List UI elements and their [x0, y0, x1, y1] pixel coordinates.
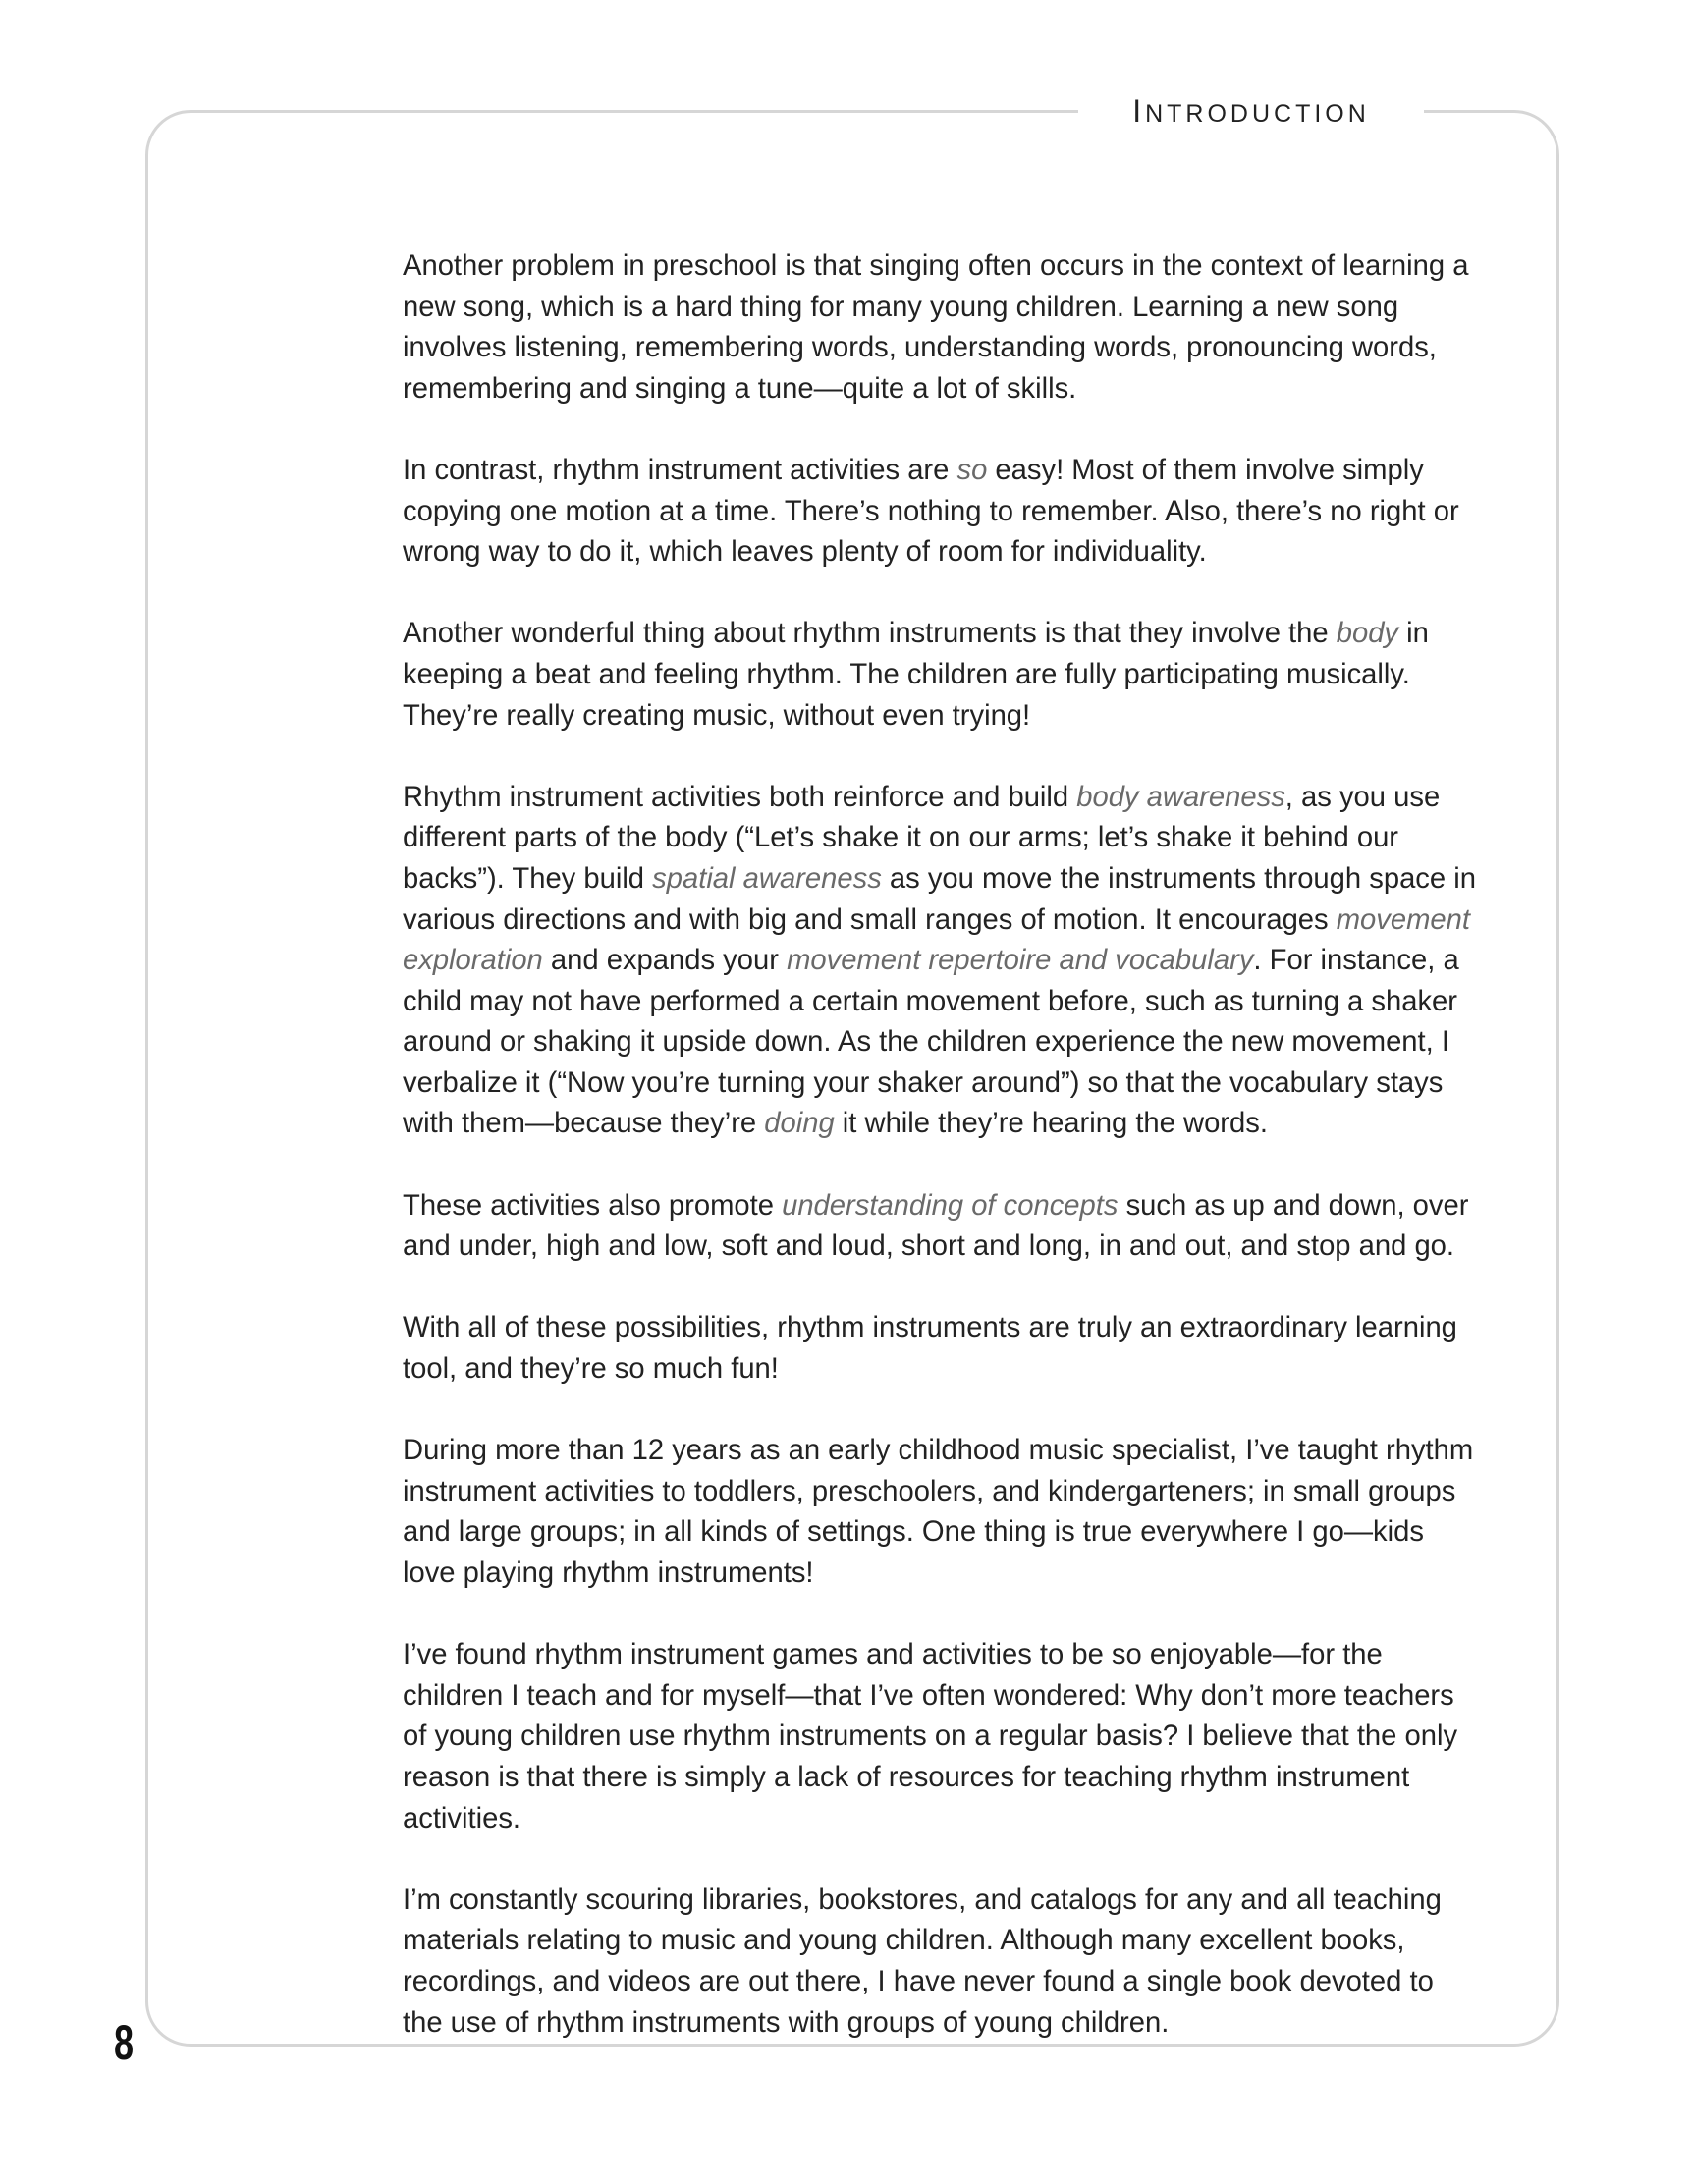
paragraph-text: I’ve found rhythm instrument games and activities to be so enjoyable—for the children I teach and for myself—that I’ve often wondered: Why don’t more teachers of young children use rhythm instruments on a regular basis? I believe that the only reason is that there is simply a lack of resources for teaching rhythm instrument activities. [403, 1639, 1458, 1834]
paragraph-text: as you move the instruments through space in various directions and with big and small ranges of motion. It encourages [403, 862, 1476, 936]
paragraph-text: With all of these possibilities, rhythm instruments are truly an extraordinary learning tool, and they’re so much fun! [403, 1312, 1457, 1386]
paragraph [403, 1881, 1481, 2044]
paragraph-text: . For instance, a child may not have performed a certain movement before, such as turning a shaker around or shaking it upside down. As the children experience the new movement, I verbalize it (“Now you’re turning your shaker around”) so that the vocabulary stays with them—because they’re [403, 945, 1459, 1140]
paragraph [403, 1308, 1481, 1390]
paragraph-text: In contrast, rhythm instrument activities are [403, 454, 957, 486]
emphasis-text: spatial awareness [652, 862, 882, 895]
paragraph-text: easy! Most of them involve simply copying one motion at a time. There’s nothing to remember. Also, there’s no right or wrong way to do it, which leaves plenty of room for individuality. [403, 454, 1459, 569]
running-header [1086, 93, 1416, 129]
emphasis-text: so [956, 454, 988, 486]
running-header-initial: I [1132, 93, 1146, 129]
paragraph [403, 1186, 1481, 1268]
paragraph [403, 614, 1481, 737]
paragraph-text: , as you use different parts of the body (“Let’s shake it on our arms; let’s shake it behind our backs”). They build [403, 781, 1441, 895]
emphasis-text: movement exploration [403, 903, 1470, 977]
paragraph [403, 1635, 1481, 1839]
paragraph-text: Another problem in preschool is that singing often occurs in the context of learning a new song, which is a hard thing for many young children. Learning a new song involves listening, remembering words, understanding words, pronouncing words, remembering and singing a tune—quite a lot of skills. [403, 250, 1469, 405]
emphasis-text: doing [764, 1108, 835, 1140]
body-text [403, 246, 1481, 2085]
page-number: 8 [114, 2015, 135, 2070]
emphasis-text: movement repertoire and vocabulary [787, 945, 1254, 977]
paragraph-text: Rhythm instrument activities both reinforce and build [403, 781, 1077, 813]
paragraph-text: During more than 12 years as an early childhood music specialist, I’ve taught rhythm instrument activities to toddlers, preschoolers, and kindergarteners; in small groups and large groups; in all kinds of settings. One thing is true everywhere I go—kids love playing rhythm instruments! [403, 1435, 1474, 1589]
paragraph-text: it while they’re hearing the words. [834, 1108, 1268, 1140]
running-header-rest: NTRODUCTION [1145, 100, 1370, 128]
emphasis-text: understanding of concepts [782, 1189, 1119, 1222]
paragraph-text: I’m constantly scouring libraries, bookstores, and catalogs for any and all teaching materials relating to music and young children. Although many excellent books, recordings, and videos are out there, I have never found a single book devoted to the use of rhythm instruments with groups of young children. [403, 1884, 1442, 2039]
paragraph-text: Another wonderful thing about rhythm instruments is that they involve the [403, 618, 1337, 650]
paragraph-text: in keeping a beat and feeling rhythm. The children are fully participating musically. They’re really creating music, without even trying! [403, 618, 1429, 732]
paragraph-text: These activities also promote [403, 1189, 783, 1222]
paragraph [403, 778, 1481, 1145]
paragraph [403, 1431, 1481, 1594]
paragraph [403, 451, 1481, 573]
paragraph-text: such as up and down, over and under, high and low, soft and loud, short and long, in and out, and stop and go. [403, 1189, 1469, 1263]
paragraph [403, 246, 1481, 410]
emphasis-text: body awareness [1076, 781, 1285, 813]
paragraph-text: and expands your [542, 945, 788, 977]
emphasis-text: body [1336, 618, 1399, 650]
